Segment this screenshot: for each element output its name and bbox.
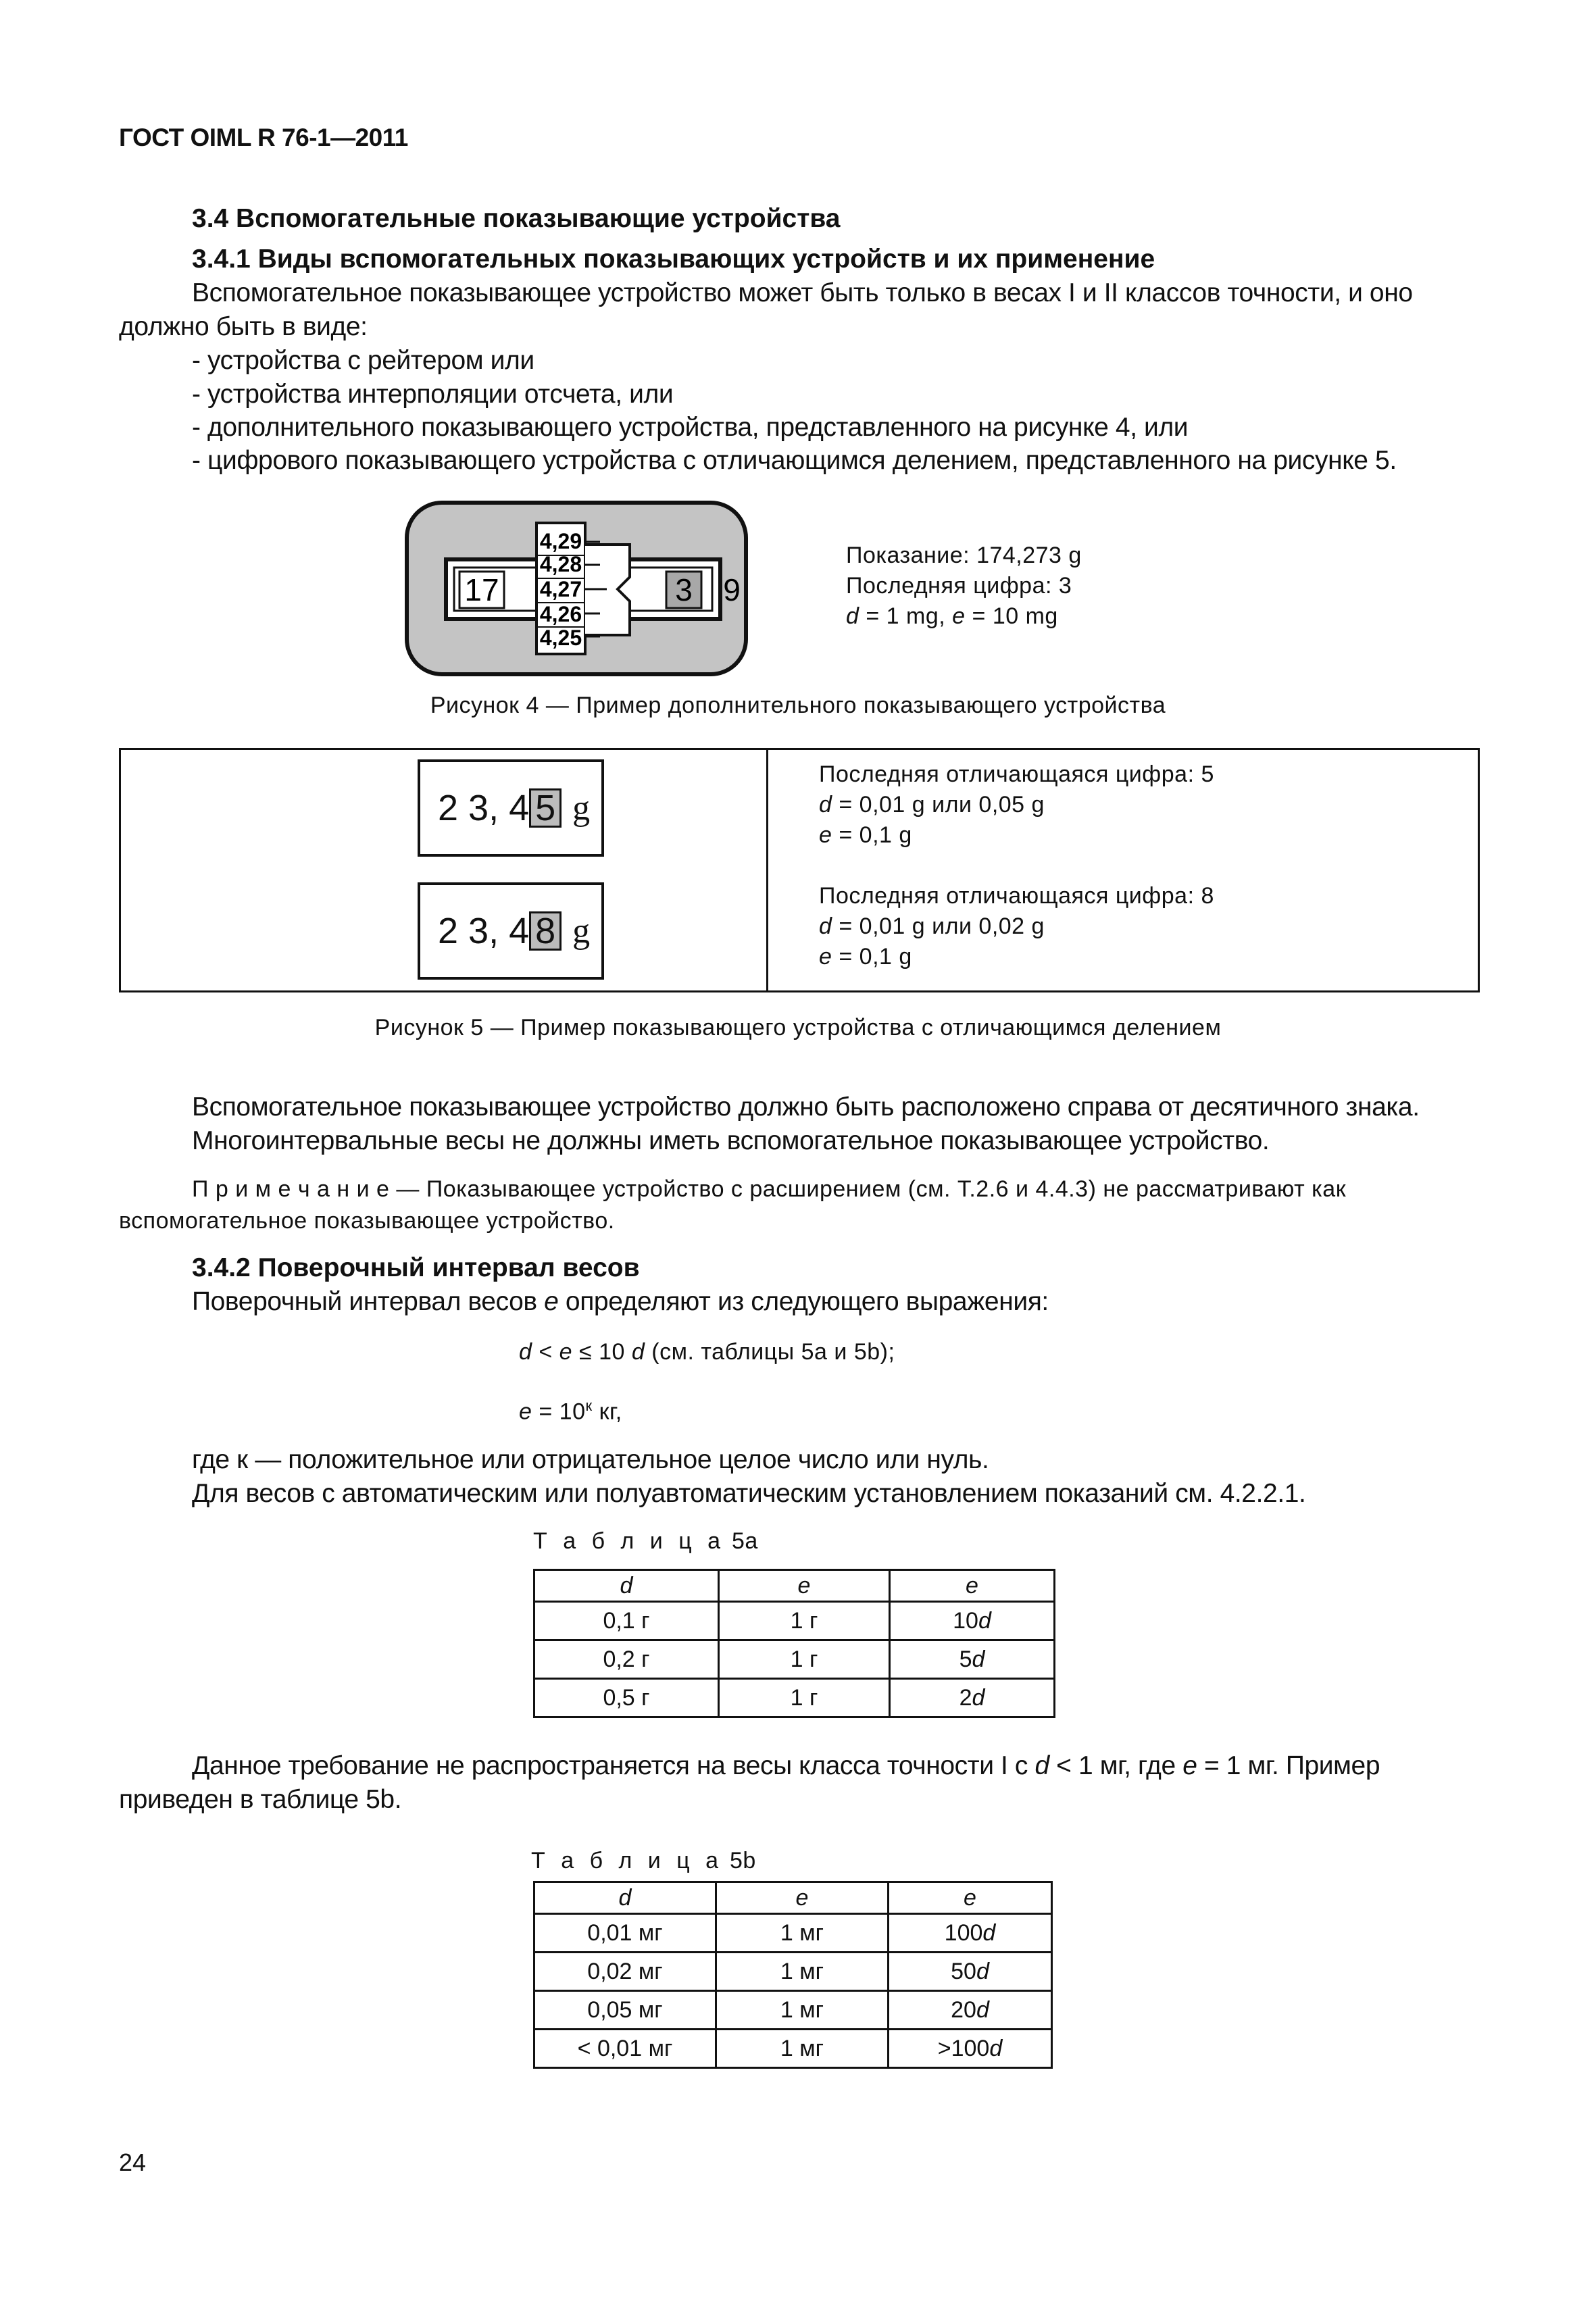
subsection-title-3-4-2: 3.4.2 Поверочный интервал весов [192,1253,640,1282]
table-row: < 0,01 мг 1 мг >100d [534,2030,1052,2068]
scale-label: 4,26 [539,602,582,626]
paragraph: где к — положительное или отрицательное целое число или нуль. [192,1445,989,1474]
table-header-row: d e e [534,1570,1055,1602]
figure5-legend-1 [819,759,1214,851]
figure4-d-e-values: d = 1 mg, e = 10 mg [846,603,1058,629]
table-row: 0,5 г 1 г 2d [534,1679,1055,1717]
paragraph: Многоинтервальные весы не должны иметь вспомогательное показывающее устройство. [192,1126,1270,1155]
table-row: 0,02 мг 1 мг 50d [534,1953,1052,1991]
display-digits: 2 3, 4 [438,788,530,828]
main-digits: 17 [464,572,499,607]
differentiated-digit-box: 5 [529,788,562,828]
section-title: 3.4 Вспомогательные показывающие устройства [192,204,841,233]
figure5-legend-2 [819,881,1214,972]
list-item: - устройства с рейтером или [192,346,534,375]
legend-d: d = 0,01 g или 0,02 g [819,913,1045,939]
divider [766,750,768,990]
table5a-label: Т а б л и ц а 5a [533,1528,758,1554]
auxiliary-digit: 3 [675,572,693,607]
scale-label: 4,28 [539,552,582,576]
display-row-1 [418,759,604,857]
list-item: - цифрового показывающего устройства с отличающимся делением, представленного на рисунке 5. [192,446,1397,475]
table5b-label: Т а б л и ц а 5b [531,1848,756,1873]
display-row-2 [418,882,604,980]
legend-last-digit: Последняя отличающаяся цифра: 8 [819,883,1214,909]
differentiated-digit-box: 8 [529,911,562,951]
table-5a [533,1569,1055,1718]
display-digits: 2 3, 4 [438,911,530,951]
table-5b [533,1881,1053,2069]
figure4-last-digit: Последняя цифра: 3 [846,573,1072,599]
scale-label: 4,27 [539,577,582,601]
legend-e: e = 0,1 g [819,822,912,848]
table-row: 0,05 мг 1 мг 20d [534,1991,1052,2030]
scale-label: 4,25 [539,626,582,650]
legend-e: e = 0,1 g [819,944,912,970]
figure4-device-illustration [404,500,749,677]
intro-line-1: Вспомогательное показывающее устройство может быть только в весах I и II классов точности, и оно [192,278,1413,307]
paragraph: Вспомогательное показывающее устройство должно быть расположено справа от десятичного знака. [192,1092,1420,1122]
subsection-title-3-4-1: 3.4.1 Виды вспомогательных показывающих устройств и их применение [192,245,1155,274]
table-header-row: d e e [534,1882,1052,1914]
note-line-2: вспомогательное показывающее устройство. [119,1208,615,1234]
table-row: 0,01 мг 1 мг 100d [534,1914,1052,1953]
note: П р и м е ч а н и е — Показывающее устройство с расширением (см. Т.2.6 и 4.4.3) не рассматривают как [192,1176,1347,1202]
document-header: ГОСТ OIML R 76-1—2011 [119,124,408,151]
legend-d: d = 0,01 g или 0,05 g [819,792,1045,818]
list-item: - устройства интерполяции отсчета, или [192,380,674,409]
intro-line-2: должно быть в виде: [119,312,368,341]
unit: g [572,911,591,951]
formula-1: d < e ≤ 10 d (см. таблицы 5a и 5b); [519,1339,895,1365]
formula-2: $e = 10^к$ кг, [519,1397,622,1425]
figure5-caption: Рисунок 5 — Пример показывающего устройства с отличающимся делением [374,1015,1222,1040]
figure4-caption: Рисунок 4 — Пример дополнительного показывающего устройства [430,693,1166,718]
legend-last-digit: Последняя отличающаяся цифра: 5 [819,761,1214,787]
paragraph: Поверочный интервал весов e определяют из следующего выражения: [192,1287,1049,1316]
paragraph: приведен в таблице 5b. [119,1785,402,1814]
table-row: 0,1 г 1 г 10d [534,1602,1055,1640]
page-number: 24 [119,2148,147,2176]
extra-digit: 9 [723,572,741,607]
unit: g [572,788,591,828]
figure5-frame [119,748,1480,992]
figure4-reading: Показание: 174,273 g [846,543,1082,568]
figure4-legend [846,540,1082,632]
scale-label: 4,29 [539,529,582,553]
table-row: 0,2 г 1 г 5d [534,1640,1055,1679]
list-item: - дополнительного показывающего устройства, представленного на рисунке 4, или [192,413,1189,442]
paragraph: Для весов с автоматическим или полуавтоматическим установлением показаний см. 4.2.2.1. [192,1479,1306,1508]
paragraph: Данное требование не распространяется на весы класса точности I с d < 1 мг, где e = 1 мг. Пример [192,1751,1380,1780]
